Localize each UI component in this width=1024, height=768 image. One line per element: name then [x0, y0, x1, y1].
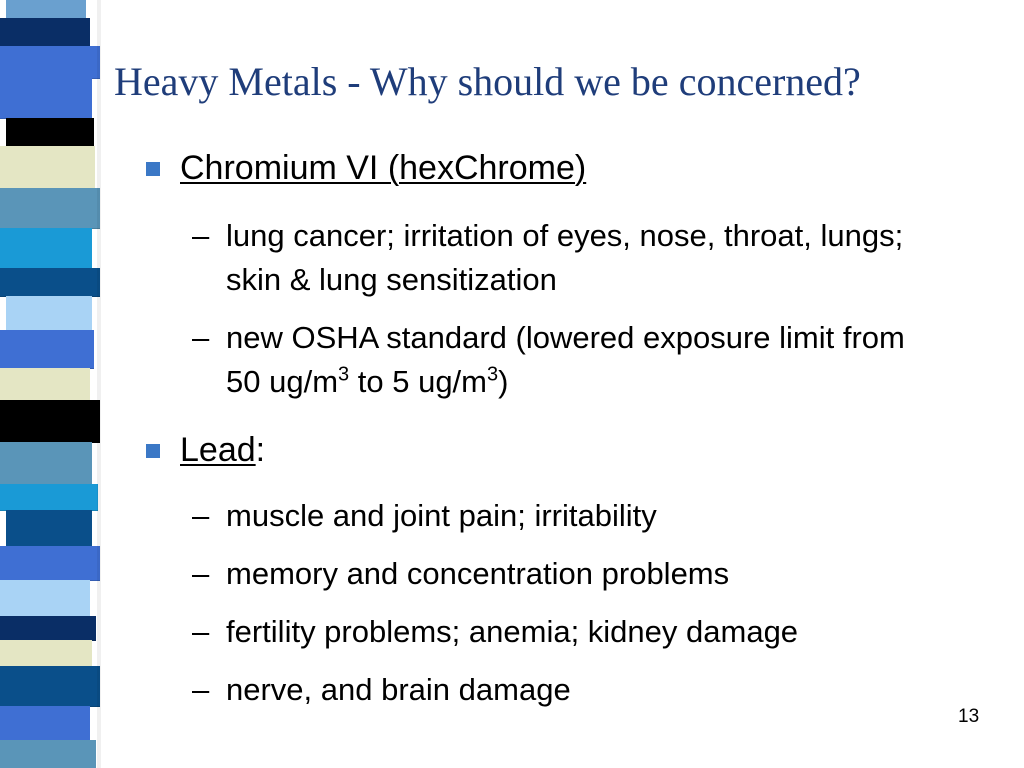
stripe-block — [0, 188, 100, 229]
slide-body — [140, 140, 1000, 712]
dash-marker: – — [192, 218, 210, 253]
sub-item-text: new OSHA standard (lowered exposure limit from 50 ug/m — [226, 320, 905, 399]
bullet-item-lead — [140, 430, 1000, 470]
stripe-block — [0, 706, 90, 741]
stripe-block — [6, 510, 92, 547]
square-bullet-icon — [146, 162, 160, 176]
stripe-block — [0, 616, 96, 641]
stripe-shadow — [97, 0, 101, 768]
bullet-trail: : — [255, 431, 266, 469]
sub-item-text: memory and concentration problems — [226, 556, 730, 591]
stripe-block — [0, 18, 90, 47]
stripe-block — [0, 46, 100, 79]
sub-item — [140, 610, 1000, 654]
square-bullet-icon — [146, 444, 160, 458]
sub-item-text: to 5 ug/m — [349, 364, 487, 399]
stripe-block — [0, 228, 92, 269]
dash-marker: – — [192, 498, 210, 533]
stripe-block — [0, 330, 94, 369]
superscript: 3 — [338, 363, 350, 386]
dash-marker: – — [192, 556, 210, 591]
stripe-block — [0, 484, 98, 511]
stripe-block — [0, 268, 100, 297]
stripe-block — [0, 78, 92, 119]
stripe-block — [0, 740, 96, 768]
stripe-block — [0, 400, 100, 443]
sub-item-text: lung cancer; irritation of eyes, nose, throat, lungs; skin & lung sensitization — [226, 218, 904, 297]
decorative-stripe — [0, 0, 124, 768]
stripe-block — [0, 546, 100, 581]
stripe-block — [0, 580, 90, 617]
sub-item — [140, 316, 946, 404]
bullet-label: Chromium VI (hexChrome) — [180, 149, 587, 187]
stripe-block — [6, 118, 94, 147]
stripe-block — [0, 146, 95, 189]
stripe-block — [0, 442, 92, 485]
sub-item — [140, 214, 926, 302]
stripe-block — [0, 640, 92, 667]
sub-item-text: nerve, and brain damage — [226, 672, 571, 707]
page-number: 13 — [958, 706, 980, 727]
sub-item-text: fertility problems; anemia; kidney damage — [226, 614, 799, 649]
sub-item-text: ) — [498, 364, 509, 399]
dash-marker: – — [192, 614, 210, 649]
stripe-block — [6, 0, 86, 19]
slide-title: Heavy Metals - Why should we be concerned? — [114, 59, 861, 104]
sub-item — [140, 668, 1000, 712]
stripe-block — [0, 368, 90, 401]
sub-item — [140, 494, 1000, 538]
sub-item-text: muscle and joint pain; irritability — [226, 498, 657, 533]
dash-marker: – — [192, 320, 210, 355]
bullet-item-chromium — [140, 148, 1000, 188]
dash-marker: – — [192, 672, 210, 707]
bullet-label: Lead — [180, 431, 256, 469]
sub-item — [140, 552, 1000, 596]
stripe-block — [6, 296, 92, 331]
stripe-block — [0, 666, 100, 707]
superscript: 3 — [487, 363, 499, 386]
